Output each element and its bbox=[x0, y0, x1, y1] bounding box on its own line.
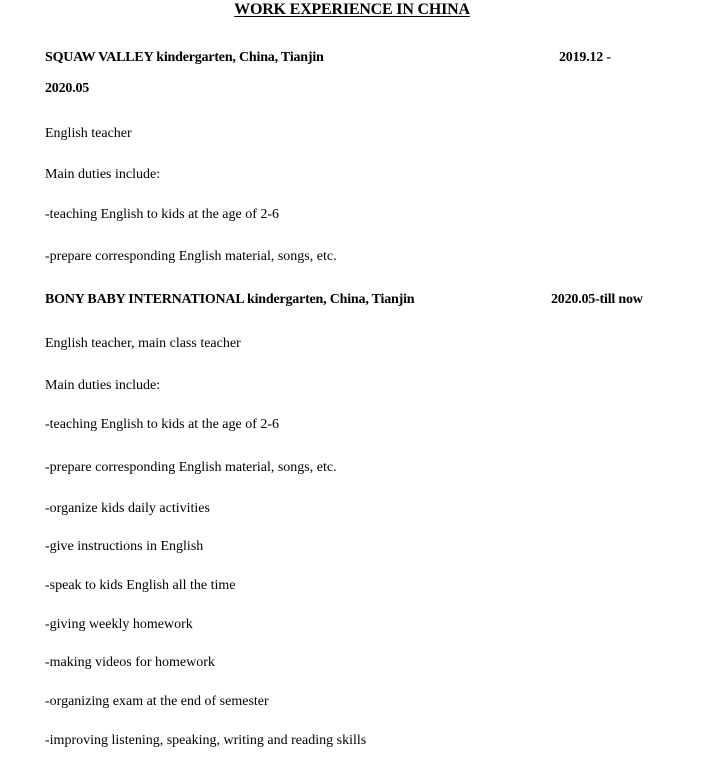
job-2-duty-item: -making videos for homework bbox=[45, 655, 215, 670]
job-1-duty-item: -teaching English to kids at the age of 2-6 bbox=[45, 207, 280, 222]
job-1-duty-item: -prepare corresponding English material, songs, etc. bbox=[45, 249, 337, 264]
job-1-date-start: 2019.12 - bbox=[559, 50, 611, 65]
job-2-duty-item: -organize kids daily activities bbox=[45, 501, 210, 516]
job-2-role: English teacher, main class teacher bbox=[45, 336, 241, 351]
job-2-employer: BONY BABY INTERNATIONAL kindergarten, China, Tianjin bbox=[45, 292, 415, 307]
job-1-role: English teacher bbox=[45, 126, 132, 141]
job-2-duties-heading: Main duties include: bbox=[45, 378, 161, 393]
job-2-date-range: 2020.05-till now bbox=[551, 292, 643, 307]
job-2-duty-item: -speak to kids English all the time bbox=[45, 578, 236, 593]
document-title bbox=[0, 0, 704, 20]
job-2-duty-item: -prepare corresponding English material, songs, etc. bbox=[45, 460, 337, 475]
job-1-employer: SQUAW VALLEY kindergarten, China, Tianjin bbox=[45, 50, 324, 65]
job-2-duty-item: -improving listening, speaking, writing and reading skills bbox=[45, 733, 367, 748]
job-2-duty-item: -giving weekly homework bbox=[45, 617, 193, 632]
job-2-duty-item: -teaching English to kids at the age of 2-6 bbox=[45, 417, 280, 432]
job-1-duties-heading: Main duties include: bbox=[45, 167, 161, 182]
job-1-date-end: 2020.05 bbox=[45, 81, 90, 96]
document-title-text: WORK EXPERIENCE IN CHINA bbox=[234, 1, 470, 18]
job-2-duty-item: -give instructions in English bbox=[45, 539, 204, 554]
job-2-duty-item: -organizing exam at the end of semester bbox=[45, 694, 269, 709]
